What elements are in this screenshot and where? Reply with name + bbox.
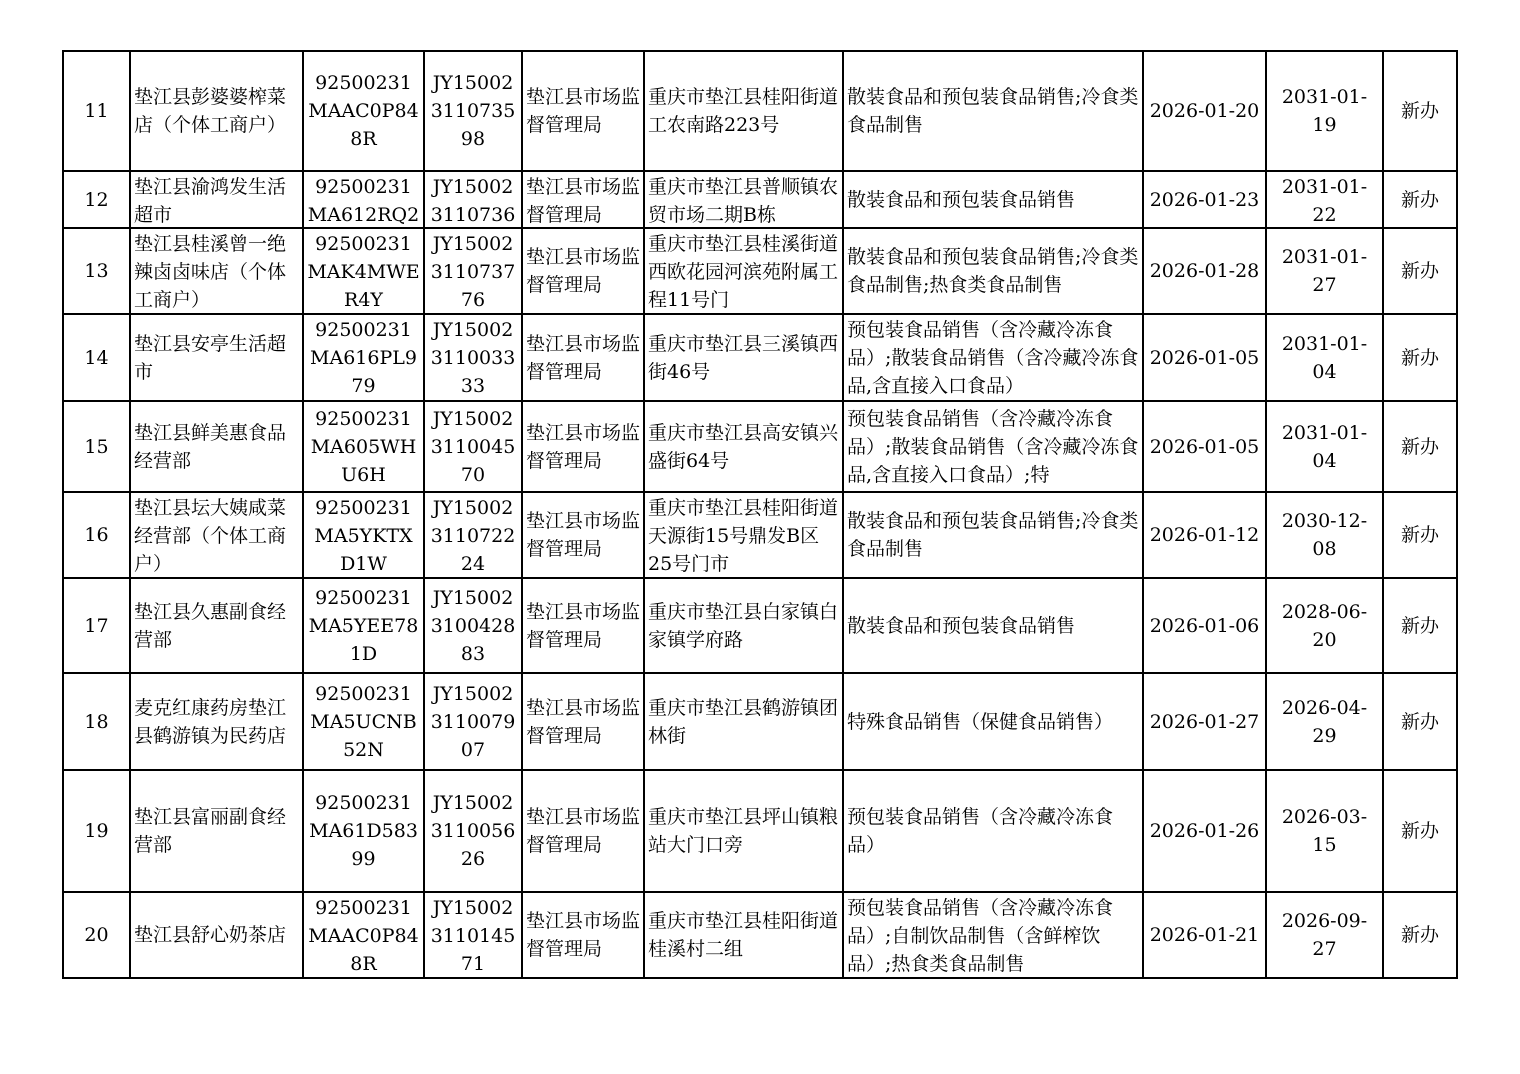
cell-credit-code (303, 892, 424, 978)
cell-text: 11 (84, 100, 109, 122)
cell-scope (843, 578, 1143, 673)
cell-license-no (424, 673, 522, 770)
cell-name (130, 171, 303, 228)
cell-authority (522, 401, 644, 492)
cell-credit-code (303, 314, 424, 401)
table-row (63, 401, 1457, 492)
cell-text: JY15002310042883 (430, 586, 516, 665)
cell-text: 垫江县桂溪曾一绝辣卤卤味店（个体工商户） (134, 233, 287, 311)
cell-license-no (424, 401, 522, 492)
cell-text: 2026-01-21 (1149, 924, 1260, 946)
table-body (63, 51, 1457, 978)
cell-text: 2031-01-22 (1281, 176, 1368, 226)
cell-expiry-date (1266, 51, 1383, 171)
cell-expiry-date (1266, 492, 1383, 578)
cell-text: 92500231MAAC0P848R (308, 897, 419, 975)
table-row (63, 51, 1457, 171)
cell-text: 92500231MA5YEE781D (308, 586, 419, 665)
cell-no (63, 51, 130, 171)
cell-text: 垫江县市场监督管理局 (526, 806, 640, 856)
cell-text: 垫江县久惠副食经营部 (134, 600, 287, 651)
cell-authority (522, 492, 644, 578)
cell-text: 垫江县市场监督管理局 (526, 600, 640, 651)
cell-text: 垫江县市场监督管理局 (526, 246, 640, 296)
cell-no (63, 578, 130, 673)
cell-text: 15 (84, 435, 109, 458)
cell-address (644, 673, 843, 770)
cell-issue-date (1143, 171, 1266, 228)
cell-license-no (424, 171, 522, 228)
cell-text: 重庆市垫江县坪山镇粮站大门口旁 (648, 806, 839, 856)
cell-scope (843, 171, 1143, 228)
cell-text: 新办 (1400, 100, 1439, 122)
cell-text: 垫江县鲜美惠食品经营部 (134, 421, 287, 472)
cell-text: 预包装食品销售（含冷藏冷冻食品） (847, 806, 1114, 856)
cell-text: JY150023110736 (430, 176, 516, 226)
cell-text: 2031-01-04 (1281, 421, 1368, 472)
cell-scope (843, 51, 1143, 171)
cell-text: 18 (84, 710, 109, 733)
cell-text: JY15002311005626 (430, 792, 516, 870)
table-row (63, 228, 1457, 314)
cell-issue-date (1143, 228, 1266, 314)
cell-expiry-date (1266, 578, 1383, 673)
cell-text: JY15002311014571 (430, 897, 516, 975)
cell-text: JY15002311007907 (430, 682, 516, 761)
cell-issue-date (1143, 673, 1266, 770)
cell-text: 重庆市垫江县桂阳街道工农南路223号 (648, 86, 839, 136)
cell-name (130, 673, 303, 770)
cell-text: 92500231MA605WHU6H (310, 407, 417, 486)
cell-name (130, 492, 303, 578)
table-row (63, 314, 1457, 401)
cell-address (644, 171, 843, 228)
cell-text: 2026-01-27 (1149, 710, 1260, 733)
cell-text: 垫江县市场监督管理局 (526, 421, 640, 472)
cell-address (644, 578, 843, 673)
cell-name (130, 892, 303, 978)
cell-credit-code (303, 51, 424, 171)
cell-text: 散装食品和预包装食品销售 (847, 188, 1076, 211)
cell-credit-code (303, 578, 424, 673)
cell-text: 新办 (1400, 820, 1439, 842)
cell-text: 重庆市垫江县鹤游镇团林街 (648, 696, 839, 747)
cell-text: 散装食品和预包装食品销售 (847, 614, 1076, 637)
cell-issue-date (1143, 578, 1266, 673)
cell-text: 2031-01-27 (1281, 246, 1368, 296)
cell-text: 重庆市垫江县白家镇白家镇学府路 (648, 600, 839, 651)
cell-address (644, 228, 843, 314)
cell-text: 新办 (1400, 260, 1439, 282)
cell-text: 17 (84, 614, 109, 637)
cell-text: 2026-01-05 (1149, 435, 1260, 458)
cell-name (130, 401, 303, 492)
cell-no (63, 401, 130, 492)
cell-authority (522, 578, 644, 673)
cell-credit-code (303, 673, 424, 770)
cell-issue-date (1143, 51, 1266, 171)
cell-type (1383, 578, 1457, 673)
cell-text: 垫江县市场监督管理局 (526, 86, 640, 136)
cell-text: 新办 (1400, 346, 1439, 369)
cell-text: 92500231MAAC0P848R (308, 72, 419, 150)
cell-text: 重庆市垫江县桂阳街道桂溪村二组 (648, 910, 839, 960)
cell-text: 92500231MA5YKTXD1W (314, 497, 413, 575)
cell-name (130, 770, 303, 892)
cell-text: 重庆市垫江县普顺镇农贸市场二期B栋 (648, 176, 839, 226)
cell-text: 特殊食品销售（保健食品销售） (847, 710, 1114, 733)
cell-text: 预包装食品销售（含冷藏冷冻食品）;散装食品销售（含冷藏冷冻食品,含直接入口食品）;特 (847, 407, 1139, 486)
cell-text: JY15002311073598 (430, 72, 516, 150)
cell-text: 垫江县市场监督管理局 (526, 510, 640, 560)
cell-no (63, 892, 130, 978)
cell-address (644, 770, 843, 892)
cell-expiry-date (1266, 673, 1383, 770)
license-table (62, 50, 1458, 979)
cell-issue-date (1143, 492, 1266, 578)
cell-no (63, 228, 130, 314)
cell-no (63, 673, 130, 770)
cell-name (130, 51, 303, 171)
cell-expiry-date (1266, 892, 1383, 978)
cell-text: JY15002311003333 (430, 319, 516, 397)
cell-type (1383, 314, 1457, 401)
cell-text: 14 (84, 346, 109, 369)
cell-text: 重庆市垫江县桂阳街道天源街15号鼎发B区25号门市 (648, 497, 839, 575)
cell-text: 垫江县舒心奶茶店 (134, 924, 287, 946)
cell-text: 19 (84, 820, 109, 842)
cell-scope (843, 228, 1143, 314)
cell-credit-code (303, 171, 424, 228)
cell-text: 重庆市垫江县桂溪街道西欧花园河滨苑附属工程11号门 (648, 233, 839, 311)
cell-type (1383, 892, 1457, 978)
cell-text: 92500231MA616PL979 (310, 319, 417, 397)
cell-text: 重庆市垫江县高安镇兴盛街64号 (648, 421, 839, 472)
cell-authority (522, 51, 644, 171)
cell-text: 垫江县市场监督管理局 (526, 910, 640, 960)
cell-text: 垫江县市场监督管理局 (526, 332, 640, 383)
cell-text: 92500231MA61D58399 (309, 792, 418, 870)
cell-address (644, 492, 843, 578)
cell-type (1383, 171, 1457, 228)
cell-text: 垫江县坛大姨咸菜经营部（个体工商户） (134, 497, 287, 575)
cell-no (63, 770, 130, 892)
cell-text: 新办 (1400, 188, 1439, 211)
cell-text: 2028-06-20 (1281, 600, 1368, 651)
cell-license-no (424, 228, 522, 314)
cell-credit-code (303, 228, 424, 314)
cell-text: 新办 (1400, 924, 1439, 946)
cell-text: 新办 (1400, 435, 1439, 458)
cell-address (644, 51, 843, 171)
cell-text: 2026-01-12 (1149, 524, 1260, 546)
cell-type (1383, 51, 1457, 171)
cell-text: 2026-01-28 (1149, 260, 1260, 282)
cell-expiry-date (1266, 770, 1383, 892)
table-row (63, 171, 1457, 228)
cell-text: 垫江县富丽副食经营部 (134, 806, 287, 856)
cell-type (1383, 673, 1457, 770)
cell-text: 垫江县市场监督管理局 (526, 696, 640, 747)
table-row (63, 770, 1457, 892)
cell-type (1383, 770, 1457, 892)
cell-expiry-date (1266, 314, 1383, 401)
cell-text: 2026-01-26 (1149, 820, 1260, 842)
table-row (63, 578, 1457, 673)
cell-text: 12 (84, 188, 109, 211)
cell-scope (843, 892, 1143, 978)
cell-text: 92500231MA5UCNB52N (310, 682, 417, 761)
cell-name (130, 314, 303, 401)
cell-address (644, 892, 843, 978)
cell-text: 2026-09-27 (1281, 910, 1368, 960)
cell-type (1383, 228, 1457, 314)
cell-text: 2026-01-05 (1149, 346, 1260, 369)
cell-license-no (424, 51, 522, 171)
cell-license-no (424, 578, 522, 673)
cell-authority (522, 770, 644, 892)
cell-authority (522, 892, 644, 978)
cell-text: 2026-01-06 (1149, 614, 1260, 637)
cell-text: 新办 (1400, 614, 1439, 637)
cell-text: 垫江县市场监督管理局 (526, 176, 640, 226)
cell-text: 垫江县安亭生活超市 (134, 332, 287, 383)
cell-type (1383, 492, 1457, 578)
cell-text: 92500231MAK4MWER4Y (307, 233, 420, 311)
cell-issue-date (1143, 892, 1266, 978)
cell-name (130, 578, 303, 673)
cell-license-no (424, 314, 522, 401)
cell-name (130, 228, 303, 314)
cell-no (63, 492, 130, 578)
cell-text: 92500231MA612RQ2 (307, 176, 420, 226)
cell-license-no (424, 492, 522, 578)
cell-credit-code (303, 401, 424, 492)
cell-text: 垫江县彭婆婆榨菜店（个体工商户） (134, 86, 287, 136)
cell-text: 2030-12-08 (1281, 510, 1368, 560)
cell-text: JY15002311073776 (430, 233, 516, 311)
cell-text: 16 (84, 524, 109, 546)
cell-text: 新办 (1400, 710, 1439, 733)
cell-authority (522, 171, 644, 228)
cell-text: 2031-01-04 (1281, 332, 1368, 383)
cell-text: 预包装食品销售（含冷藏冷冻食品）;散装食品销售（含冷藏冷冻食品,含直接入口食品） (847, 319, 1139, 397)
cell-license-no (424, 770, 522, 892)
cell-scope (843, 314, 1143, 401)
table-row (63, 892, 1457, 978)
cell-scope (843, 401, 1143, 492)
cell-credit-code (303, 492, 424, 578)
cell-text: 2031-01-19 (1281, 86, 1368, 136)
cell-text: 重庆市垫江县三溪镇西街46号 (648, 332, 839, 383)
cell-issue-date (1143, 770, 1266, 892)
cell-no (63, 171, 130, 228)
cell-authority (522, 228, 644, 314)
cell-text: 散装食品和预包装食品销售;冷食类食品制售 (847, 86, 1139, 136)
cell-text: 散装食品和预包装食品销售;冷食类食品制售;热食类食品制售 (847, 246, 1139, 296)
cell-text: 新办 (1400, 524, 1439, 546)
cell-address (644, 314, 843, 401)
cell-issue-date (1143, 314, 1266, 401)
cell-issue-date (1143, 401, 1266, 492)
cell-expiry-date (1266, 171, 1383, 228)
cell-credit-code (303, 770, 424, 892)
cell-text: 2026-01-20 (1149, 100, 1260, 122)
table-row (63, 492, 1457, 578)
cell-expiry-date (1266, 228, 1383, 314)
table-row (63, 673, 1457, 770)
cell-text: 2026-03-15 (1281, 806, 1368, 856)
cell-scope (843, 492, 1143, 578)
cell-text: 散装食品和预包装食品销售;冷食类食品制售 (847, 510, 1139, 560)
cell-scope (843, 770, 1143, 892)
cell-text: 13 (84, 260, 109, 282)
cell-text: 垫江县渝鸿发生活超市 (134, 176, 287, 226)
cell-text: 2026-04-29 (1281, 696, 1368, 747)
cell-authority (522, 314, 644, 401)
cell-text: 预包装食品销售（含冷藏冷冻食品）;自制饮品制售（含鲜榨饮品）;热食类食品制售 (847, 897, 1114, 975)
cell-text: 20 (84, 924, 109, 946)
cell-expiry-date (1266, 401, 1383, 492)
cell-text: JY15002311004570 (430, 407, 516, 486)
cell-no (63, 314, 130, 401)
cell-text: 2026-01-23 (1149, 188, 1260, 211)
cell-type (1383, 401, 1457, 492)
cell-text: JY15002311072224 (430, 497, 516, 575)
cell-text: 麦克红康药房垫江县鹤游镇为民药店 (134, 696, 287, 747)
cell-scope (843, 673, 1143, 770)
cell-authority (522, 673, 644, 770)
cell-address (644, 401, 843, 492)
cell-license-no (424, 892, 522, 978)
